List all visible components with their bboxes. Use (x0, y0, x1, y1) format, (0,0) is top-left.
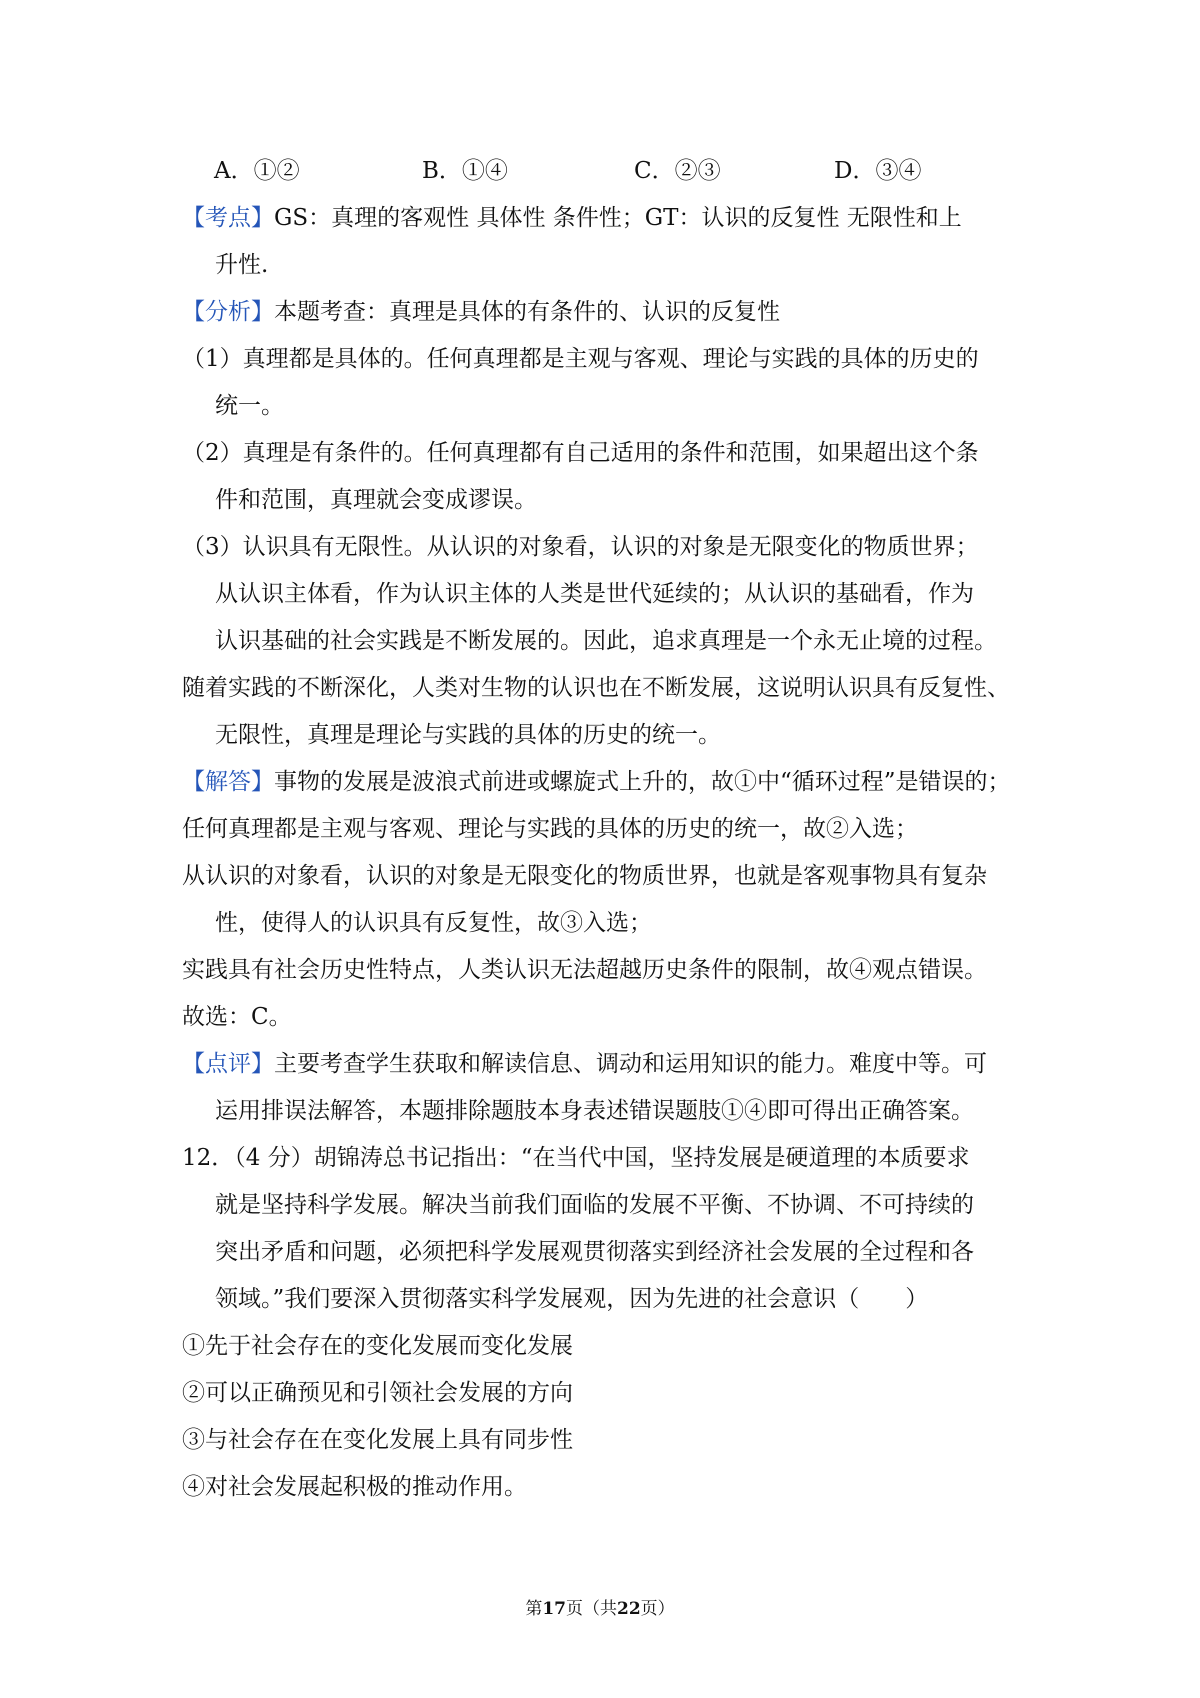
fenxi-intro: 本题考查：真理是具体的有条件的、认识的反复性 (274, 299, 780, 325)
question-12-item-1: ①先于社会存在的变化发展而变化发展 (182, 1333, 573, 1359)
jieda-line-2: 任何真理都是主观与客观、理论与实践的具体的历史的统一，故②入选； (182, 816, 918, 842)
kaodian-section (182, 195, 1022, 289)
jieda-line-1 (182, 759, 1022, 806)
fenxi-section (182, 289, 1022, 759)
footer-suffix: 页） (640, 1599, 675, 1619)
fenxi-line-intro (182, 289, 1022, 336)
kaodian-tag: 【考点】 (182, 205, 274, 231)
jieda-text-1: 事物的发展是波浪式前进或螺旋式上升的，故①中“循环过程”是错误的； (274, 769, 1011, 795)
option-b: B．①④ (422, 158, 508, 184)
question-12-item-3: ③与社会存在在变化发展上具有同步性 (182, 1427, 573, 1453)
fenxi-p3-line-3: 认识基础的社会实践是不断发展的。因此，追求真理是一个永无止境的过程。 (215, 628, 997, 654)
jieda-tag: 【解答】 (182, 769, 274, 795)
footer-total-pages: 22 (617, 1599, 641, 1619)
jieda-line-5: 实践具有社会历史性特点，人类认识无法超越历史条件的限制，故④观点错误。 (182, 957, 987, 983)
question-12 (182, 1135, 1022, 1511)
kaodian-text-1: GS：真理的客观性 具体性 条件性；GT：认识的反复性 无限性和上 (274, 205, 962, 231)
question-12-line-2: 就是坚持科学发展。解决当前我们面临的发展不平衡、不协调、不可持续的 (215, 1192, 974, 1218)
fenxi-p3-line-1: （3）认识具有无限性。从认识的对象看，认识的对象是无限变化的物质世界； (182, 534, 979, 560)
option-d: D．③④ (834, 158, 922, 184)
option-c: C．②③ (634, 158, 721, 184)
fenxi-p3-line-2: 从认识主体看，作为认识主体的人类是世代延续的；从认识的基础看，作为 (215, 581, 974, 607)
footer-middle: 页（共 (566, 1599, 617, 1619)
kaodian-line-1 (182, 195, 1022, 242)
fenxi-p1-line-2: 统一。 (215, 393, 284, 419)
question-12-line-1: 12．（4 分）胡锦涛总书记指出：“在当代中国，坚持发展是硬道理的本质要求 (182, 1145, 970, 1171)
dianping-tag: 【点评】 (182, 1051, 274, 1077)
option-a: A．①② (214, 158, 300, 184)
answer-options (182, 148, 1022, 195)
fenxi-p4-line-1: 随着实践的不断深化，人类对生物的认识也在不断发展，这说明认识具有反复性、 (182, 675, 1010, 701)
jieda-line-3: 从认识的对象看，认识的对象是无限变化的物质世界，也就是客观事物具有复杂 (182, 863, 987, 889)
jieda-line-4: 性，使得人的认识具有反复性，故③入选； (215, 910, 652, 936)
question-12-line-3: 突出矛盾和问题，必须把科学发展观贯彻落实到经济社会发展的全过程和各 (215, 1239, 974, 1265)
fenxi-p2-line-1: （2）真理是有条件的。任何真理都有自己适用的条件和范围，如果超出这个条 (182, 440, 979, 466)
question-12-line-4: 领域。”我们要深入贯彻落实科学发展观，因为先进的社会意识（ ） (215, 1286, 929, 1312)
fenxi-p2-line-2: 件和范围，真理就会变成谬误。 (215, 487, 537, 513)
dianping-section (182, 1041, 1022, 1135)
dianping-text-1: 主要考查学生获取和解读信息、调动和运用知识的能力。难度中等。可 (274, 1051, 987, 1077)
fenxi-p4-line-2: 无限性，真理是理论与实践的具体的历史的统一。 (215, 722, 721, 748)
question-12-item-4: ④对社会发展起积极的推动作用。 (182, 1474, 527, 1500)
footer-prefix: 第 (525, 1599, 543, 1619)
kaodian-line-2: 升性. (215, 252, 269, 278)
dianping-line-1 (182, 1041, 1022, 1088)
dianping-line-2: 运用排误法解答，本题排除题肢本身表述错误题肢①④即可得出正确答案。 (215, 1098, 974, 1124)
fenxi-p1-line-1: （1）真理都是具体的。任何真理都是主观与客观、理论与实践的具体的历史的 (182, 346, 979, 372)
page-content (182, 148, 1022, 1511)
footer-page-number: 17 (542, 1599, 566, 1619)
page-footer (0, 1594, 1200, 1619)
fenxi-tag: 【分析】 (182, 299, 274, 325)
question-12-item-2: ②可以正确预见和引领社会发展的方向 (182, 1380, 573, 1406)
jieda-line-6: 故选：C。 (182, 1004, 292, 1030)
jieda-section (182, 759, 1022, 1041)
